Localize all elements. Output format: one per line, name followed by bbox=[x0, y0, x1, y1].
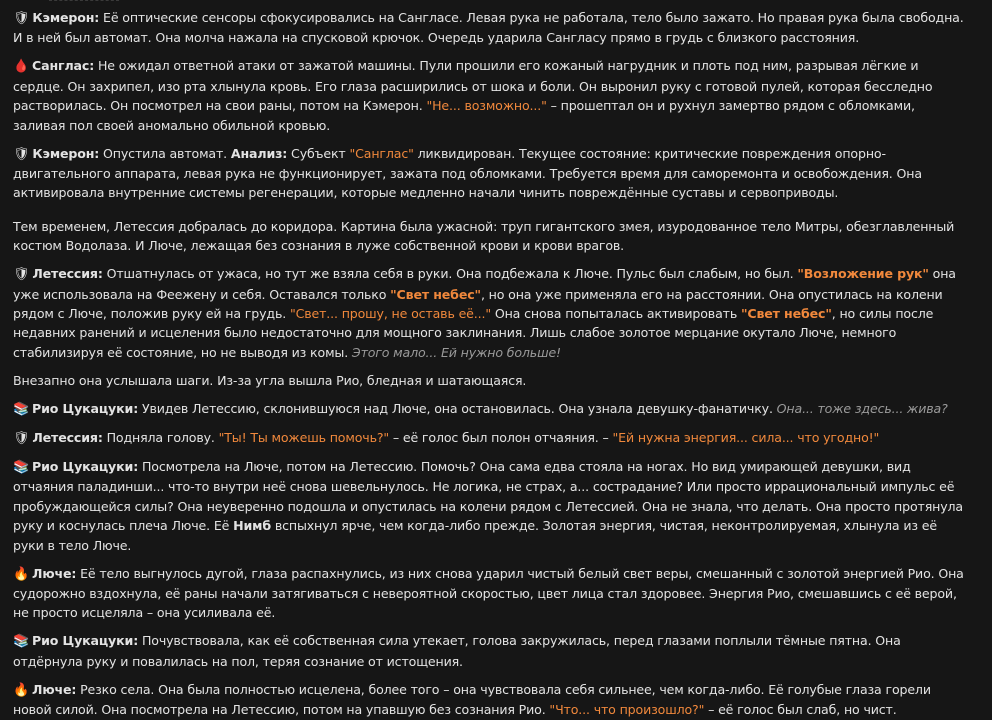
narration-text: – прошептал он и рухнул замертво рядом с обломками, заливая пол своей аномально обильной кровью. bbox=[13, 98, 915, 133]
character-emoji-icon: 📚 bbox=[13, 401, 30, 417]
narration-text: Увидев Летессию, склонившуюся над Люче, она остановилась. Она узнала девушку-фанатичку. bbox=[138, 400, 777, 416]
character-emoji-icon: 📚 bbox=[13, 459, 30, 475]
character-emoji-icon: 🛡 bbox=[13, 267, 30, 283]
speaker-name: Люче: bbox=[32, 565, 77, 581]
narration-text: Субъект bbox=[287, 145, 350, 161]
narration-text: ликвидирован. Текущее состояние: критические повреждения опорно-двигательного аппарата, левая рука не функционирует, зажата под обломками. Требуется время для саморемонта и освобождения. Она активировала внутренние системы регенерации, которые медленно начали чинить повреждённые суставы и сервоприводы. bbox=[13, 145, 922, 201]
narration-text: она уже использовала на Феежену и себя. Оставался только bbox=[13, 266, 956, 302]
narration-text: Тем временем, Летессия добралась до коридора. Картина была ужасной: труп гигантского змея, изуродованное тело Митры, обезглавленный костюм Водолаза. И Люче, лежащая без сознания в луже собственной крови и крови врагов. bbox=[13, 218, 955, 254]
message-list bbox=[13, 8, 968, 720]
speaker-name: Летессия: bbox=[32, 429, 103, 445]
speaker-name: Летессия: bbox=[32, 266, 103, 282]
narration-text: вспыхнул ярче, чем когда-либо прежде. Золотая энергия, чистая, неконтролируемая, хлынула из её руки в тело Люче. bbox=[13, 518, 937, 553]
narration-text: Почувствовала, как её собственная сила утекает, голова закружилась, перед глазами поплыли тёмные пятна. Она отдёрнула руку и повалилась на пол, теряя сознание от истощения. bbox=[13, 633, 901, 669]
thought-text: Она... тоже здесь... жива? bbox=[776, 400, 948, 416]
speaker-name: Кэмерон: bbox=[32, 10, 100, 25]
message-paragraph bbox=[13, 564, 968, 623]
quote-text: "Санглас" bbox=[349, 145, 414, 161]
speaker-name: Люче: bbox=[32, 681, 77, 697]
message-paragraph bbox=[13, 428, 968, 448]
speaker-name: Рио Цукацуки: bbox=[32, 633, 139, 649]
narration-text: Отшатнулась от ужаса, но тут же взяла себя в руки. Она подбежала к Люче. Пульс был слабым, но был. bbox=[102, 266, 798, 282]
bold-text: Анализ: bbox=[230, 145, 288, 161]
message-paragraph bbox=[13, 457, 968, 555]
quote-text: "Свет... прошу, не оставь её..." bbox=[289, 306, 491, 322]
message-paragraph bbox=[13, 264, 968, 362]
speaker-name: Санглас: bbox=[32, 58, 95, 74]
quote-text: "Что... что произошло?" bbox=[549, 702, 705, 718]
narration-text: Резко села. Она была полностью исцелена, более того – она чувствовала себя сильнее, чем когда-либо. Её голубые глаза горели новой силой. Она посмотрела на Летессию, потом на упавшую без сознания Рио. bbox=[13, 681, 931, 718]
character-emoji-icon: 🛡 bbox=[13, 146, 30, 162]
character-emoji-icon: 🛡 bbox=[13, 430, 30, 446]
narration-text: Её оптические сенсоры сфокусировались на Сангласе. Левая рука не работала, тело было зажато. Но правая рука была свободна. И в ней был автомат. Она молча нажала на спусковой крючок. Очередь ударила Сангласу прямо в грудь с близкого расстояния. bbox=[13, 10, 964, 46]
spell-name: "Свет небес" bbox=[390, 286, 481, 302]
narration-text: – её голос был полон отчаяния. – bbox=[389, 429, 613, 445]
narration-text: , но она уже применяла его на расстоянии. Она опустилась на колени рядом с Люче, положив руку ей на грудь. bbox=[13, 286, 943, 322]
character-emoji-icon: 🔥 bbox=[13, 682, 30, 698]
message-paragraph bbox=[13, 631, 968, 671]
quote-text: "Ты! Ты можешь помочь?" bbox=[218, 429, 390, 445]
quote-text: "Не... возможно..." bbox=[426, 98, 547, 114]
message-paragraph bbox=[13, 399, 968, 419]
spell-name: "Возложение рук" bbox=[797, 266, 929, 282]
message-paragraph bbox=[13, 8, 968, 48]
character-emoji-icon: 🩸 bbox=[13, 59, 30, 75]
character-emoji-icon: 🔥 bbox=[13, 566, 30, 582]
narration-text: Опустила автомат. bbox=[99, 145, 231, 161]
thought-text: Этого мало... Ей нужно больше! bbox=[351, 344, 561, 360]
top-divider bbox=[49, 0, 119, 3]
spell-name: "Свет небес" bbox=[740, 306, 832, 322]
character-emoji-icon: 🛡 bbox=[13, 11, 30, 26]
narration-text: Подняла голову. bbox=[102, 429, 219, 445]
narration-text: , но силы после недавних ранений и исцеления было недостаточно для мощного заклинания. Лишь слабое золотое мерцание окутало Люче, немного стабилизируя её состояние, но не выводя из комы. bbox=[13, 306, 934, 360]
speaker-name: Рио Цукацуки: bbox=[32, 458, 139, 474]
narration-text: Не ожидал ответной атаки от зажатой машины. Пули прошили его кожаный нагрудник и плоть под ним, разрывая лёгкие и сердце. Он захрипел, изо рта хлынула кровь. Его глаза расширились от шока и боли. Он выронил руку с готовой пулей, которая бесследно растворилась. Он посмотрел на свои раны, потом на Кэмерон. bbox=[13, 58, 933, 114]
message-paragraph bbox=[13, 56, 968, 135]
narration-text: Посмотрела на Люче, потом на Летессию. Помочь? Она сама едва стояла на ногах. Но вид умирающей девушки, вид отчаяния паладинши... что-то внутри неё снова шевельнулось. Не логика, не страх, а... сострадание? Или просто иррациональный импульс её пробуждающейся силы? Она неуверенно подошла и опустилась на колени рядом с Летессией. Она не знала, что делать. Она просто протянула руку и коснулась плеча Люче. Её bbox=[13, 458, 963, 534]
message-paragraph bbox=[13, 144, 968, 203]
speaker-name: Рио Цукацуки: bbox=[32, 400, 139, 416]
quote-text: "Ей нужна энергия... сила... что угодно!" bbox=[612, 429, 880, 445]
message-paragraph bbox=[13, 217, 968, 256]
narration-text: Внезапно она услышала шаги. Из-за угла вышла Рио, бледная и шатающаяся. bbox=[13, 372, 527, 388]
character-emoji-icon: 📚 bbox=[13, 634, 30, 650]
speaker-name: Кэмерон: bbox=[32, 145, 100, 161]
narration-text: Её тело выгнулось дугой, глаза распахнулись, из них снова ударил чистый белый свет веры, смешанный с золотой энергией Рио. Она судорожно вздохнула, её раны начали затягиваться с невероятной скоростью, цвет лица стал здоровее. Энергия Рио, смешавшись с её верой, не просто исцеляла – она усиливала её. bbox=[13, 565, 964, 621]
message-paragraph bbox=[13, 371, 968, 390]
message-paragraph bbox=[13, 680, 968, 720]
narration-text: – её голос был слаб, но чист. bbox=[704, 702, 897, 718]
bold-text: Нимб bbox=[233, 518, 271, 534]
narration-text: Она снова попыталась активировать bbox=[490, 306, 741, 322]
